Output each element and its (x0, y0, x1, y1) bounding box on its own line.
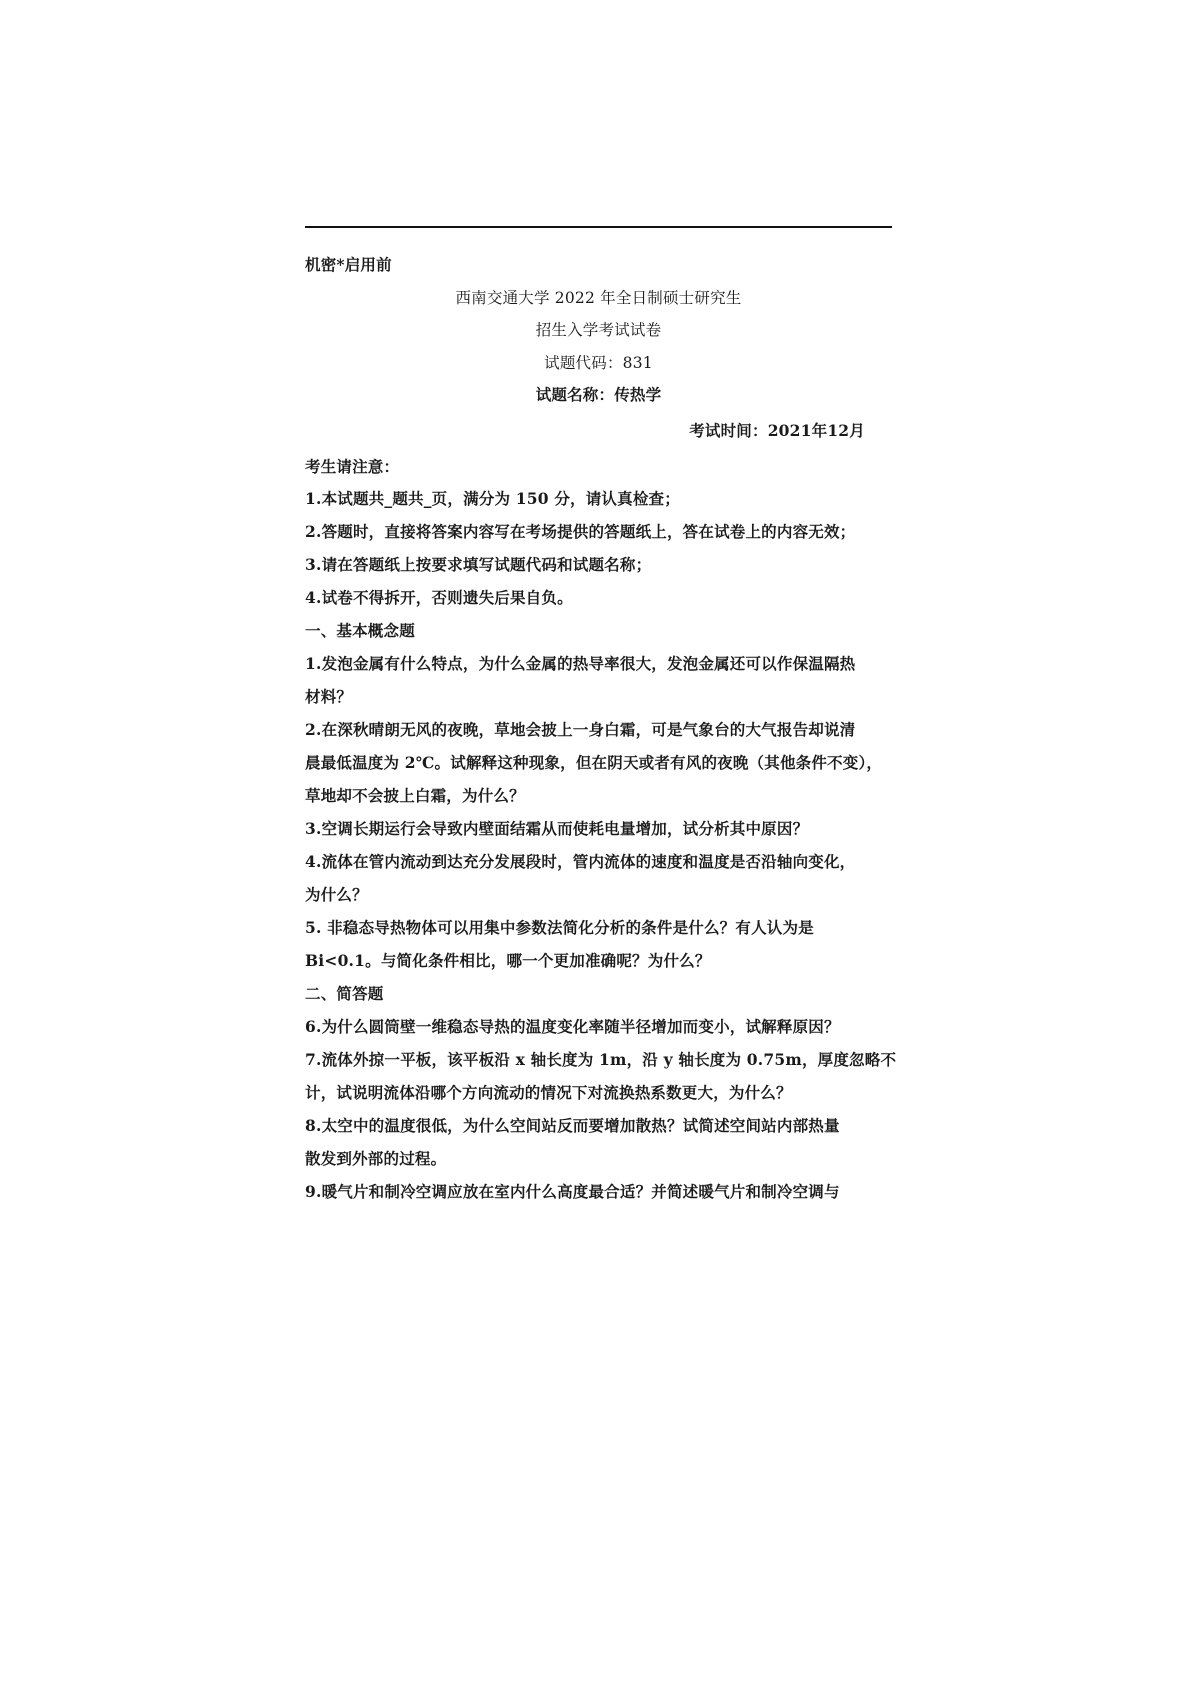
question-line: 9.暖气片和制冷空调应放在室内什么高度最合适？并简述暖气片和制冷空调与 (305, 1182, 840, 1201)
exam-title: 招生入学考试试卷 (535, 321, 662, 339)
question-line: 7.流体外掠一平板，该平板沿 x 轴长度为 1m，沿 y 轴长度为 0.75m，厚度忽略不 (305, 1050, 897, 1069)
question-line: 8.太空中的温度很低，为什么空间站反而要增加散热？试简述空间站内部热量 (305, 1116, 840, 1135)
question-line: 为什么？ (305, 885, 368, 904)
section-heading: 一、基本概念题 (305, 621, 415, 640)
notice-item: 3.请在答题纸上按要求填写试题代码和试题名称； (305, 555, 652, 574)
question-line: 草地却不会披上白霜，为什么？ (305, 786, 525, 805)
question-line: 材料？ (305, 687, 353, 706)
question-line: 晨最低温度为 2℃。试解释这种现象，但在阴天或者有风的夜晚（其他条件不变）， (305, 753, 883, 772)
university-title: 西南交通大学 2022 年全日制硕士研究生 (455, 289, 742, 307)
exam-time: 考试时间：2021年12月 (689, 421, 865, 440)
notice-item: 2.答题时，直接将答案内容写在考场提供的答题纸上，答在试卷上的内容无效； (305, 522, 856, 541)
question-line: 4.流体在管内流动到达充分发展段时，管内流体的速度和温度是否沿轴向变化， (305, 852, 856, 871)
confidential-label: 机密*启用前 (305, 255, 392, 274)
exam-subject-name: 试题名称：传热学 (535, 385, 662, 404)
notice-heading: 考生请注意： (305, 457, 400, 476)
exam-code: 试题代码：831 (544, 354, 653, 372)
top-rule-divider (305, 226, 892, 228)
question-line: 计，试说明流体沿哪个方向流动的情况下对流换热系数更大，为什么？ (305, 1083, 792, 1102)
question-line: 1.发泡金属有什么特点，为什么金属的热导率很大，发泡金属还可以作保温隔热 (305, 654, 856, 673)
notice-item: 4.试卷不得拆开，否则遗失后果自负。 (305, 588, 573, 607)
question-line: 2.在深秋晴朗无风的夜晚，草地会披上一身白霜，可是气象台的大气报告却说清 (305, 720, 856, 739)
question-line: Bi<0.1。与简化条件相比，哪一个更加准确呢？为什么？ (305, 951, 711, 970)
section-heading: 二、简答题 (305, 984, 384, 1003)
question-line: 3.空调长期运行会导致内壁面结霜从而使耗电量增加，试分析其中原因？ (305, 819, 809, 838)
question-line: 散发到外部的过程。 (305, 1149, 447, 1168)
question-line: 6.为什么圆筒壁一维稳态导热的温度变化率随半径增加而变小，试解释原因？ (305, 1017, 840, 1036)
notice-item: 1.本试题共_题共_页，满分为 150 分，请认真检查； (305, 489, 680, 508)
question-line: 5. 非稳态导热物体可以用集中参数法简化分析的条件是什么？有人认为是 (305, 918, 814, 937)
